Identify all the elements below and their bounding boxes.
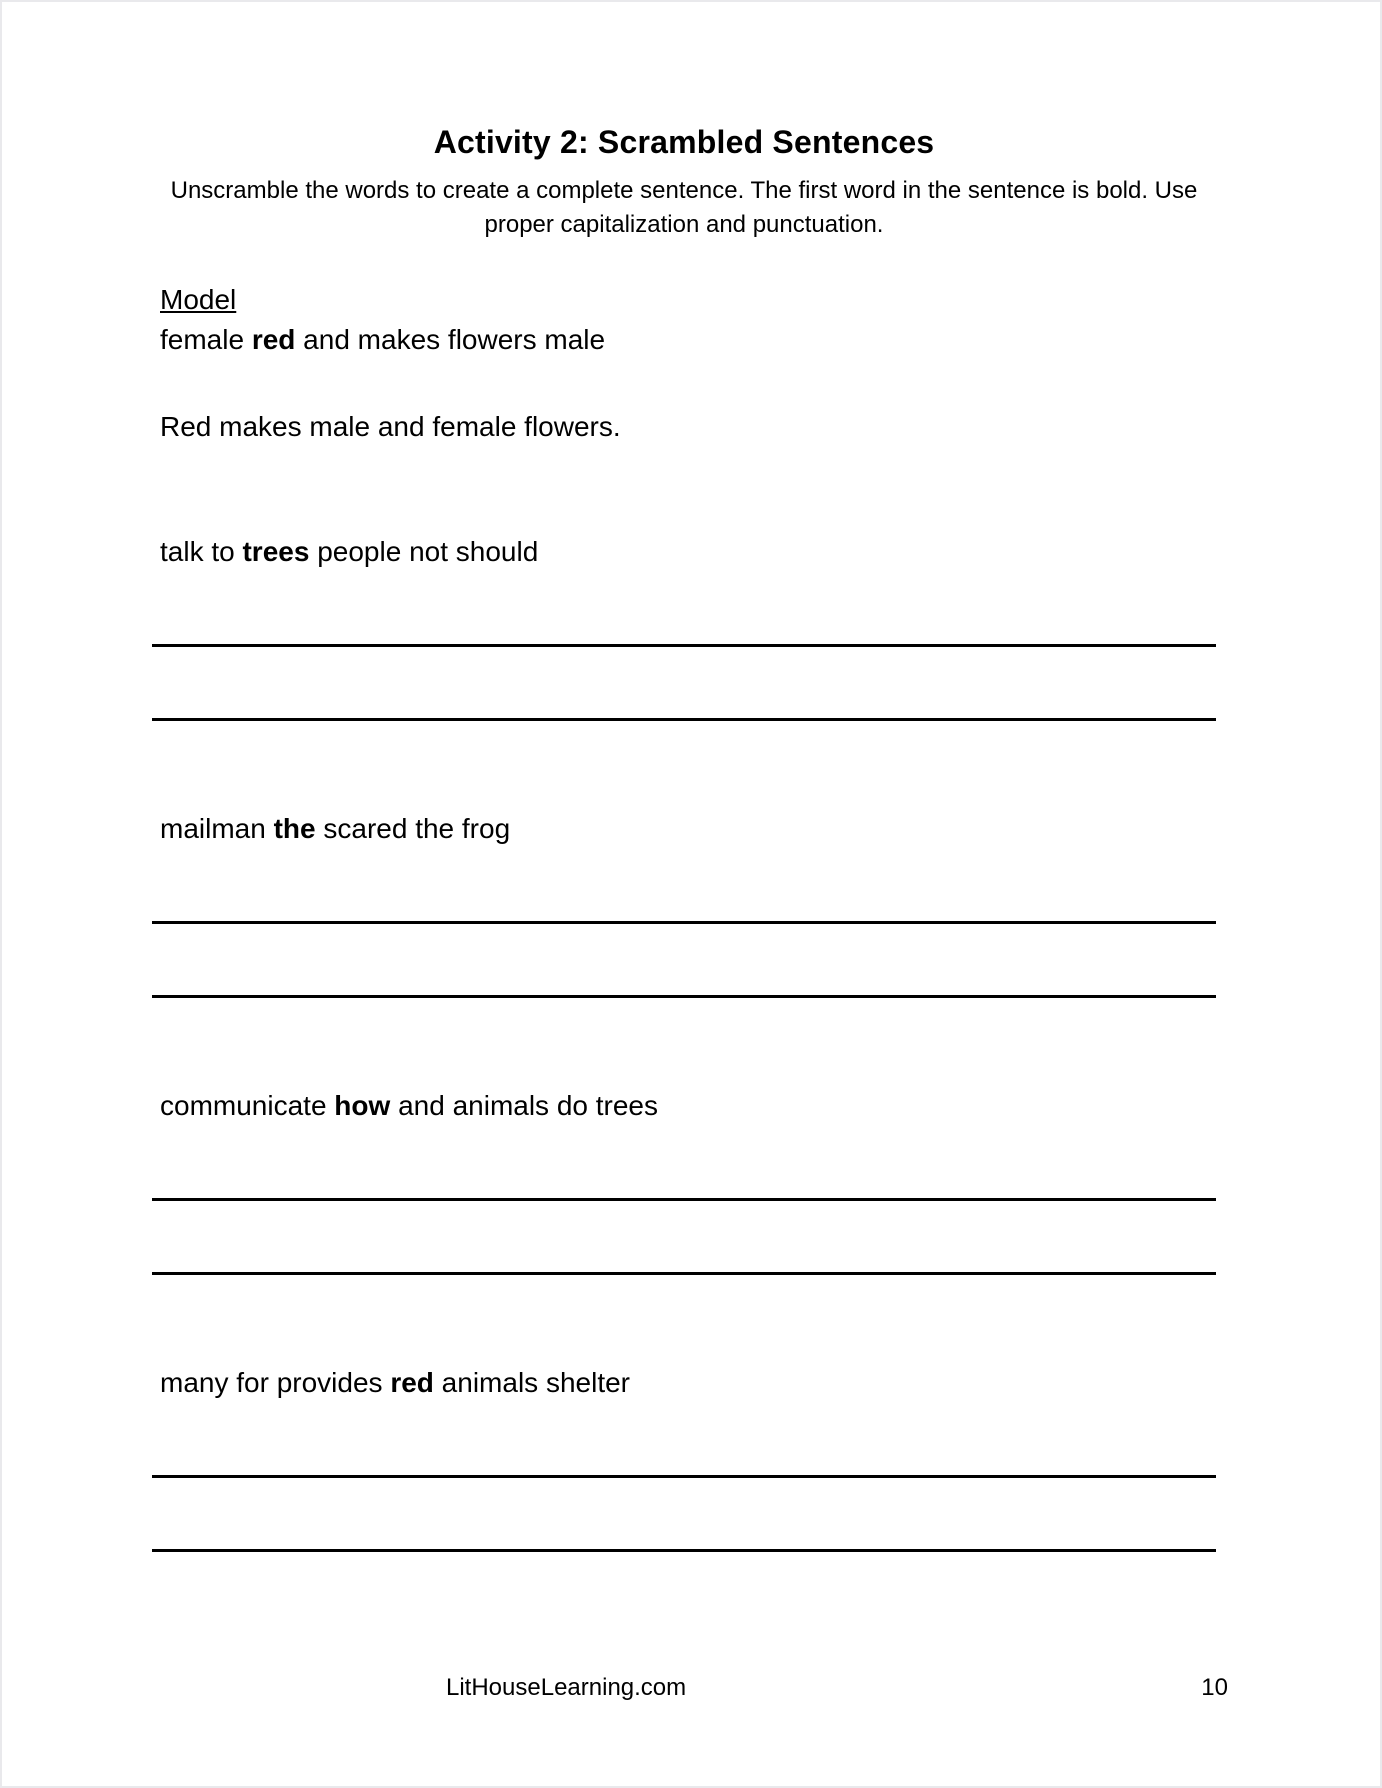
page-footer bbox=[2, 1674, 1380, 1704]
model-label: Model bbox=[160, 284, 237, 315]
footer-site-text: LitHouseLearning.com bbox=[446, 1674, 687, 1701]
exercise-sentence-2: mailman the scared the frog bbox=[160, 813, 511, 844]
page-number: 10 bbox=[1201, 1674, 1228, 1701]
instructions-text: Unscramble the words to create a complete sentence. The first word in the sentence is bold. Use proper capitalization and punctuation. bbox=[170, 177, 1198, 238]
answer-line bbox=[152, 995, 1216, 998]
worksheet-content bbox=[2, 2, 1380, 1552]
answer-line bbox=[152, 1549, 1216, 1552]
exercise-sentence-4: many for provides red animals shelter bbox=[160, 1367, 630, 1398]
answer-line bbox=[152, 921, 1216, 924]
exercise-sentence-3: communicate how and animals do trees bbox=[160, 1090, 659, 1121]
model-answer-sentence: Red makes male and female flowers. bbox=[160, 411, 621, 442]
answer-line bbox=[152, 644, 1216, 647]
answer-line bbox=[152, 1272, 1216, 1275]
answer-line bbox=[152, 1198, 1216, 1201]
page-title: Activity 2: Scrambled Sentences bbox=[433, 124, 935, 160]
answer-line bbox=[152, 718, 1216, 721]
exercise-sentence-1: talk to trees people not should bbox=[160, 536, 539, 567]
answer-line bbox=[152, 1475, 1216, 1478]
model-scrambled-sentence: female red and makes flowers male bbox=[160, 324, 606, 355]
